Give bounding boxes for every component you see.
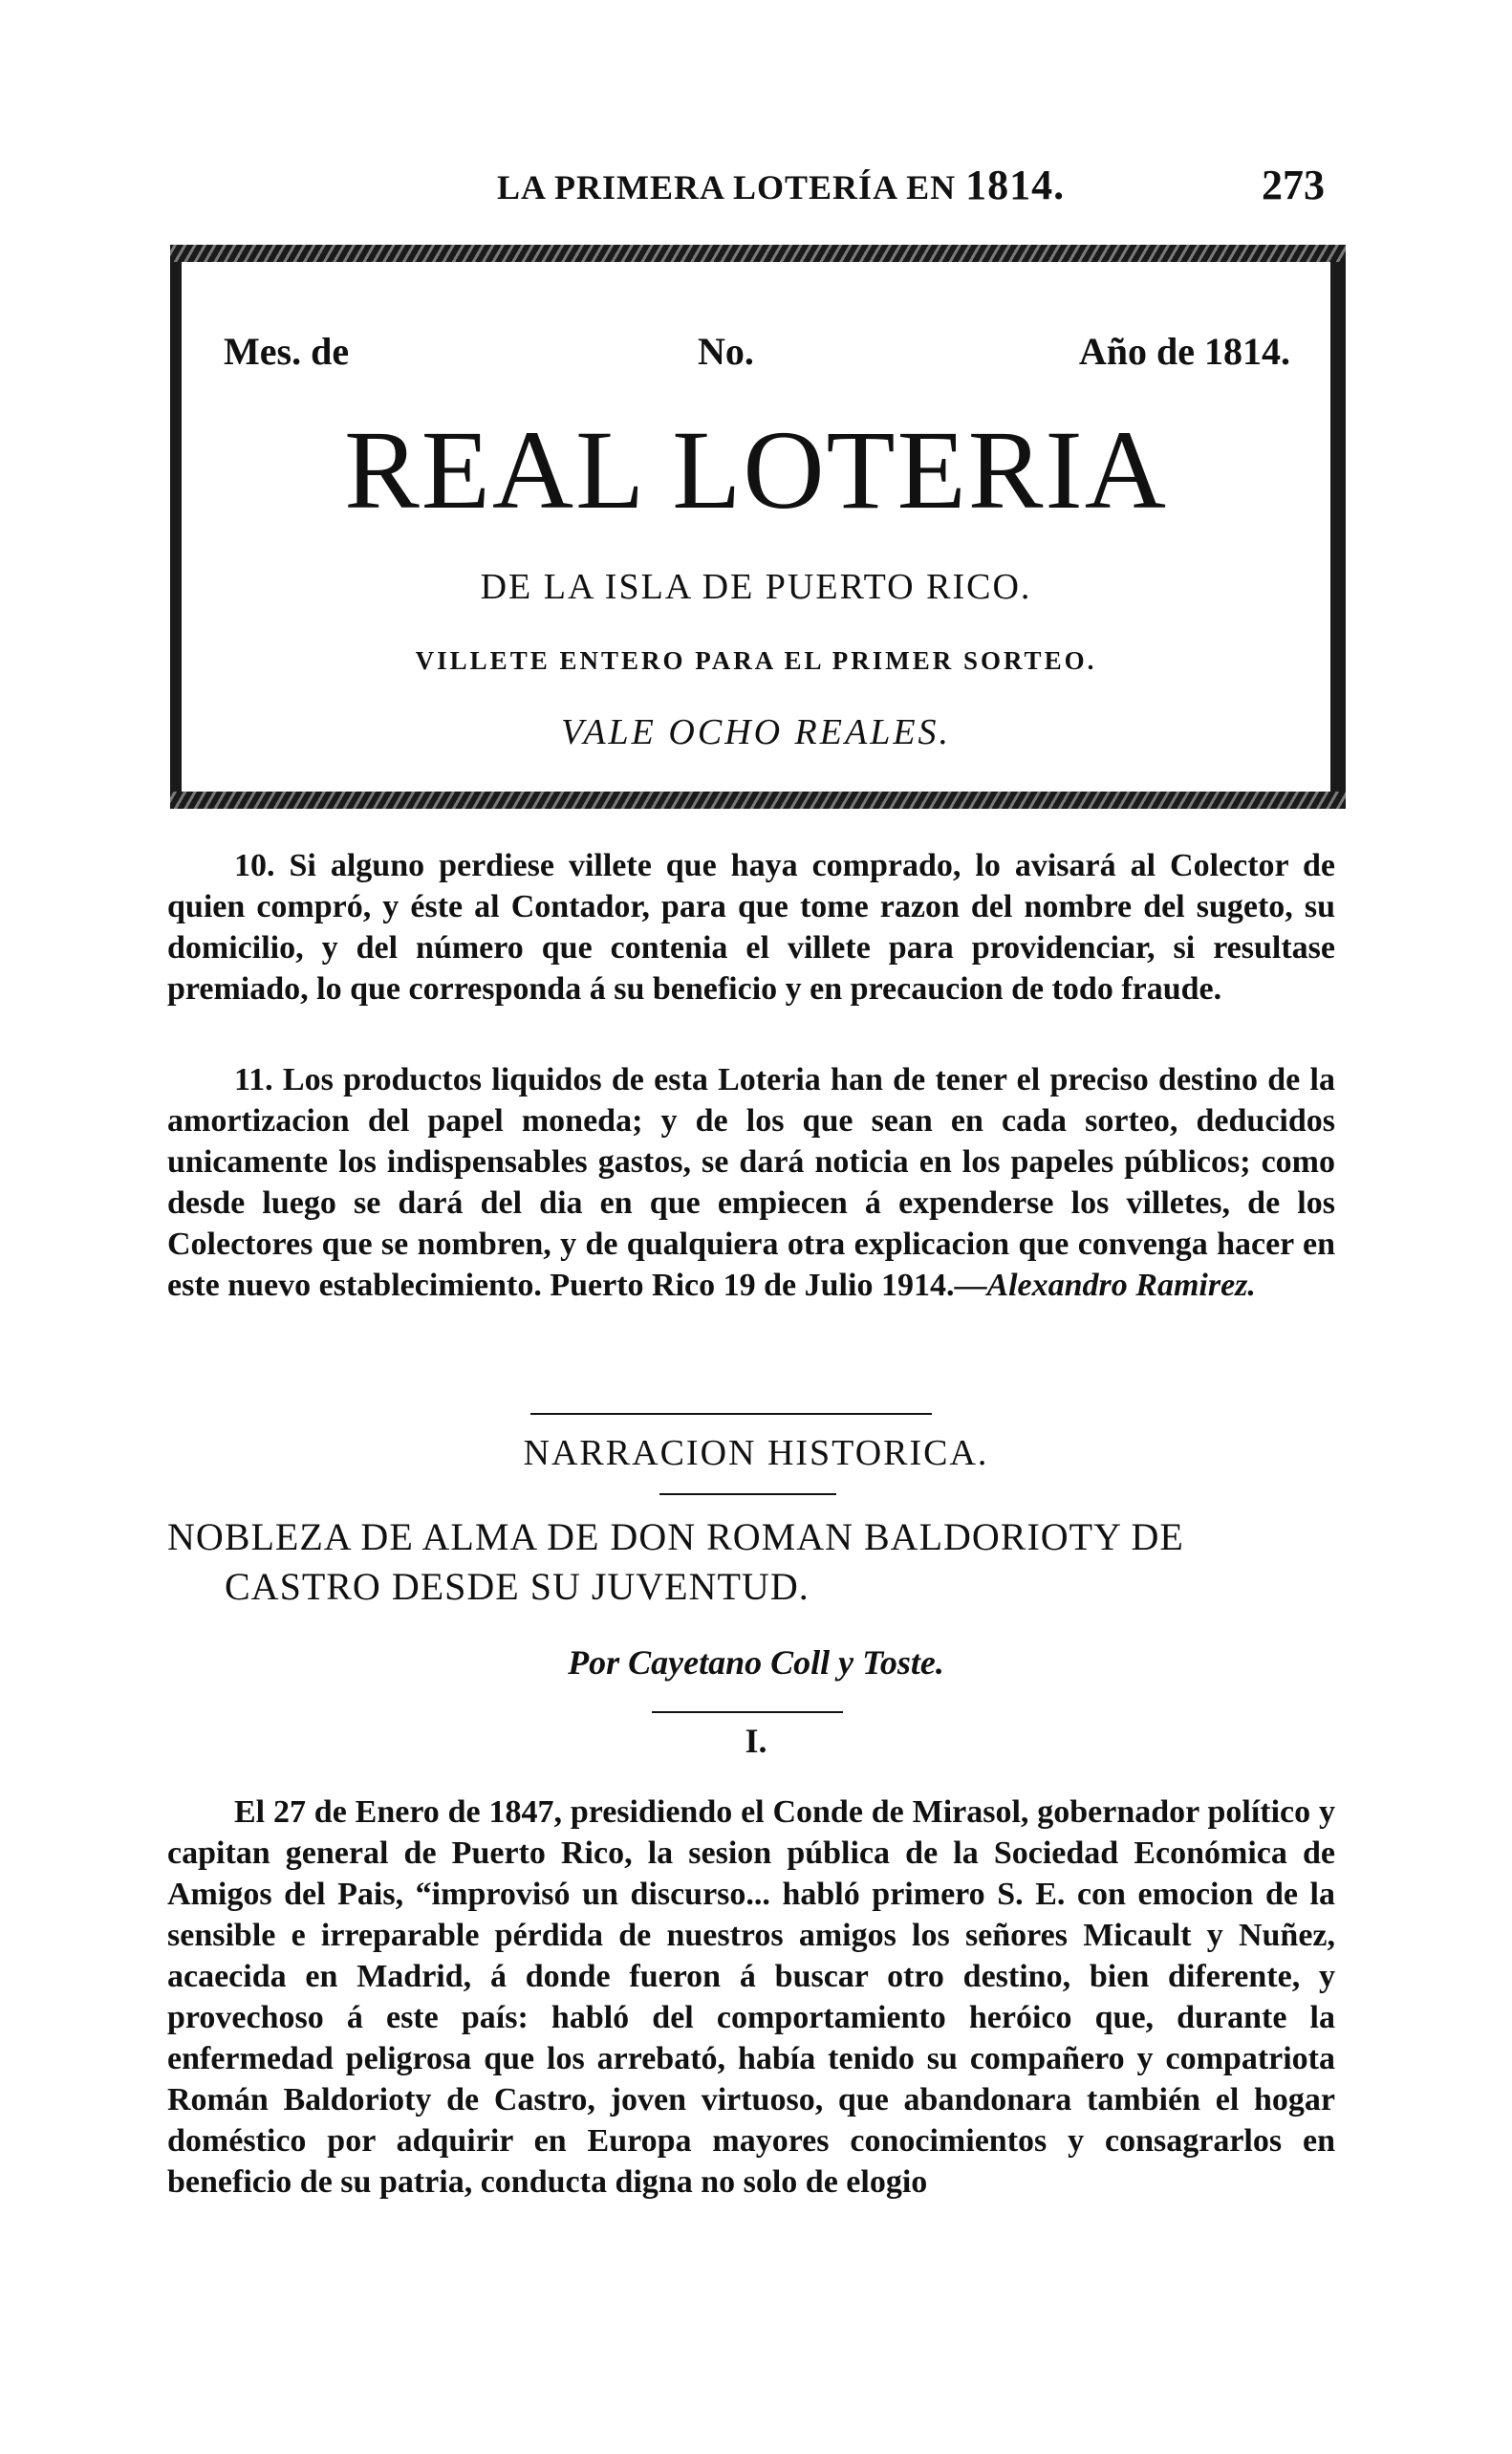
paragraph-10: 10. Si alguno perdiese villete que haya comprado, lo avisará al Colector de quien compró, y éste al Contador, para que tome razon del nombre del sugeto, su domicilio, y del número que contenia el villete para providenciar, si resultase premiado, lo que corresponda á su beneficio y en precaucion de todo fraude. <box>167 848 1335 1007</box>
ticket-subtitle-value: VALE OCHO REALES. <box>560 712 952 752</box>
article-title-line2: CASTRO DESDE SU JUVENTUD. <box>225 1565 810 1608</box>
ticket-subtitle-island: DE LA ISLA DE PUERTO RICO. <box>480 567 1032 607</box>
lottery-ticket <box>170 245 1346 809</box>
article-title <box>167 1512 1335 1612</box>
running-year: 1814. <box>965 162 1066 208</box>
running-title-text: LA PRIMERA LOTERÍA EN <box>497 168 957 206</box>
signature: Alexandro Ramirez. <box>986 1268 1256 1303</box>
page-number: 273 <box>1262 162 1325 208</box>
ticket-subtitle-draw: VILLETE ENTERO PARA EL PRIMER SORTEO. <box>415 646 1097 675</box>
byline: Por Cayetano Coll y Toste. <box>568 1643 944 1682</box>
article-title-line1: NOBLEZA DE ALMA DE DON ROMAN BALDORIOTY DE <box>167 1515 1184 1558</box>
divider-rule <box>659 1493 836 1495</box>
ticket-number-field: No. <box>698 330 754 373</box>
ticket-year-field: Año de 1814. <box>1078 330 1290 373</box>
divider-rule <box>530 1413 932 1415</box>
paragraph-11-text: 11. Los productos liquidos de esta Loteria han de tener el preciso destino de la amortizacion del papel moneda; y de los que sean en cada sorteo, deducidos unicamente los indispensables gastos, se dará noticia en los papeles públicos; como desde luego se dará del dia en que empiecen á expenderse los villetes, de los Colectores que se nombren, y de qualquiera otra explicacion que convenga hacer en este nuevo establecimiento. Puerto Rico 19 de Julio 1914.— <box>167 1062 1335 1303</box>
ticket-border-top <box>170 245 1346 262</box>
divider-rule <box>652 1711 843 1713</box>
ticket-month-field: Mes. de <box>224 330 350 373</box>
paragraph-11 <box>167 1059 1335 1306</box>
article-paragraph-1: El 27 de Enero de 1847, presidiendo el Conde de Mirasol, gobernador político y capitan general de Puerto Rico, la sesion pública de la Sociedad Económica de Amigos del Pais, “improvisó un discurso... habló primero S. E. con emocion de la sensible e irreparable pérdida de nuestros amigos los señores Micault y Nuñez, acaecida en Madrid, á donde fueron á buscar otro destino, bien diferente, y provechoso á este país: habló del comportamiento heróico que, durante la enfermedad peligrosa que los arrebató, había tenido su compañero y compatriota Román Baldorioty de Castro, joven virtuoso, que abandonara también el hogar doméstico por adquirir en Europa mayores conocimientos y consagrarlos en beneficio de su patria, conducta digna no solo de elogio <box>167 1794 1335 2200</box>
running-title <box>497 161 1065 209</box>
section-heading: NARRACION HISTORICA. <box>523 1433 989 1473</box>
ticket-border-bottom <box>170 792 1346 809</box>
ticket-title: REAL LOTERIA <box>344 407 1168 532</box>
chapter-numeral: I. <box>745 1722 767 1760</box>
